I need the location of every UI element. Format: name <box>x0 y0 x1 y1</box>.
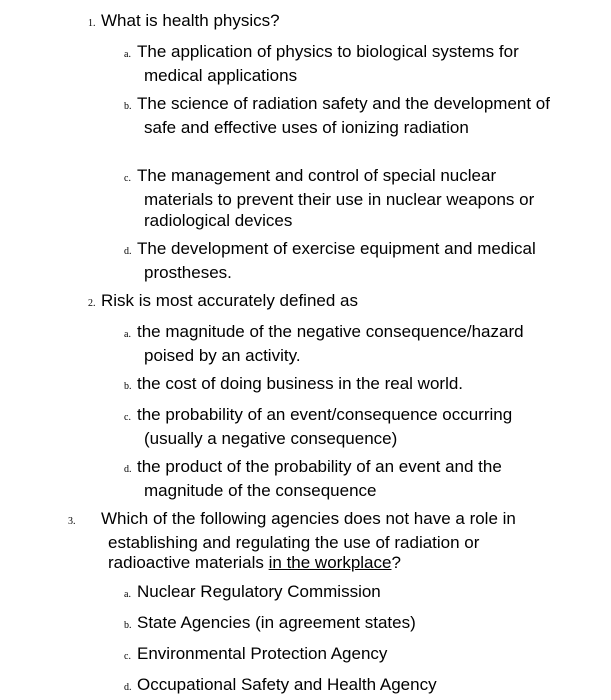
question-2-option-d <box>124 457 564 502</box>
question-text: Risk is most accurately defined as <box>101 291 358 310</box>
question-3-option-b <box>124 613 564 637</box>
question-1 <box>88 11 588 35</box>
option-text: Occupational Safety and Health Agency <box>137 675 437 694</box>
option-letter: c. <box>124 173 131 184</box>
question-3-option-a <box>124 582 564 606</box>
option-text: the cost of doing business in the real world. <box>137 374 464 393</box>
option-text: the magnitude of the negative consequence/hazard poised by an activity. <box>137 322 524 365</box>
option-text: the product of the probability of an event and the magnitude of the consequence <box>137 457 502 500</box>
option-text: The development of exercise equipment and medical prostheses. <box>137 239 536 282</box>
question-1-option-b <box>124 94 564 139</box>
option-text: The management and control of special nuclear materials to prevent their use in nuclear weapons or radiological devices <box>137 166 535 230</box>
question-number: 1. <box>88 18 96 29</box>
question-3-option-c <box>124 644 564 668</box>
option-letter: c. <box>124 651 131 662</box>
option-letter: a. <box>124 49 131 60</box>
question-text: Which of the following agencies does not have a role in establishing and regulating the use of radiation or radioactive materials <box>101 509 516 572</box>
option-letter: d. <box>124 246 132 257</box>
question-1-option-d <box>124 239 564 284</box>
question-2-option-b <box>124 374 564 398</box>
question-1-option-a <box>124 42 564 87</box>
option-text: Environmental Protection Agency <box>137 644 388 663</box>
option-letter: a. <box>124 329 131 340</box>
option-text: The application of physics to biological systems for medical applications <box>137 42 519 85</box>
option-letter: b. <box>124 381 132 392</box>
option-letter: d. <box>124 682 132 693</box>
option-letter: a. <box>124 589 131 600</box>
option-letter: c. <box>124 412 131 423</box>
option-text: Nuclear Regulatory Commission <box>137 582 381 601</box>
question-1-option-c <box>124 166 564 231</box>
question-2 <box>88 291 588 315</box>
option-text: the probability of an event/consequence occurring (usually a negative consequence) <box>137 405 513 448</box>
option-text: The science of radiation safety and the development of safe and effective uses of ionizing radiation <box>137 94 550 137</box>
question-number: 2. <box>88 298 96 309</box>
option-letter: b. <box>124 101 132 112</box>
question-text: What is health physics? <box>101 11 280 30</box>
question-2-option-a <box>124 322 564 367</box>
question-number: 3. <box>68 516 76 527</box>
question-3 <box>68 509 538 574</box>
question-text-end: ? <box>391 553 401 572</box>
question-2-option-c <box>124 405 564 450</box>
option-text: State Agencies (in agreement states) <box>137 613 416 632</box>
option-letter: b. <box>124 620 132 631</box>
question-3-option-d <box>124 675 564 699</box>
question-text-underlined: in the workplace <box>268 553 392 572</box>
option-letter: d. <box>124 464 132 475</box>
